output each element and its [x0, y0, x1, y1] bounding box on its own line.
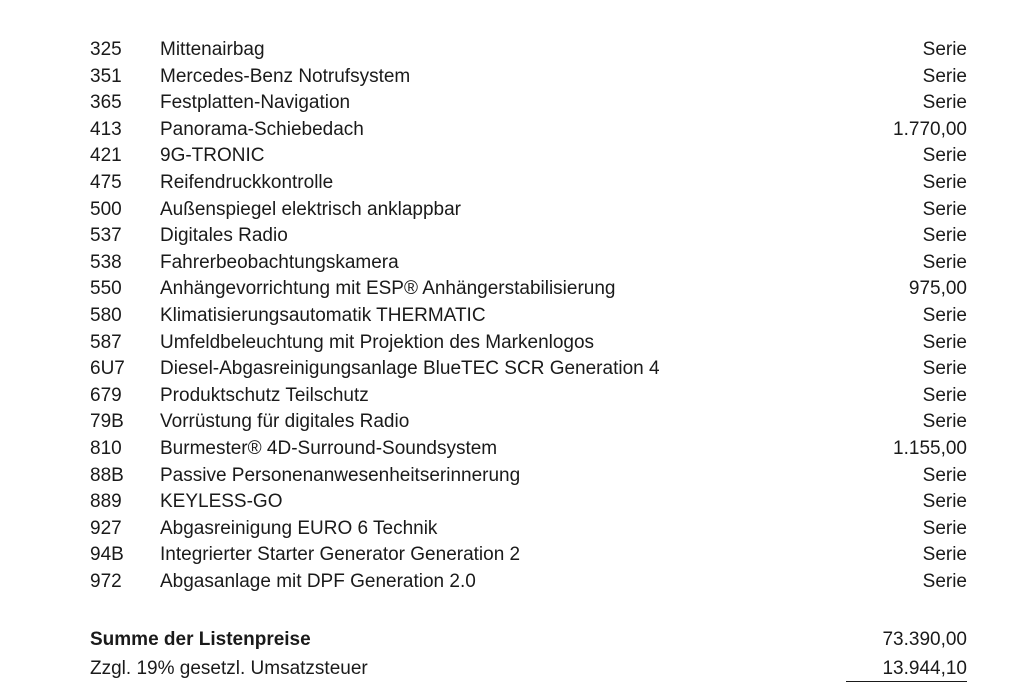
list-item [90, 516, 967, 543]
option-price: Serie [922, 145, 967, 167]
option-price: Serie [922, 92, 967, 114]
total-label: Summe der Listenpreise [90, 629, 311, 650]
option-description: Außenspiegel elektrisch anklappbar [160, 198, 462, 220]
option-description: Passive Personenanwesenheitserinnerung [160, 464, 521, 486]
option-price: Serie [922, 491, 967, 513]
option-price: Serie [922, 225, 967, 247]
option-code: 679 [90, 384, 122, 406]
option-price: Serie [922, 384, 967, 406]
option-description: Vorrüstung für digitales Radio [160, 411, 410, 433]
list-item [90, 64, 967, 91]
option-price: Serie [922, 331, 967, 353]
list-item [90, 170, 967, 197]
list-item [90, 197, 967, 224]
option-description: Reifendruckkontrolle [160, 171, 334, 193]
option-description: Burmester® 4D-Surround-Soundsystem [160, 437, 498, 459]
option-price: Serie [922, 251, 967, 273]
option-code: 927 [90, 517, 122, 539]
option-code: 580 [90, 304, 122, 326]
option-price: 975,00 [908, 278, 967, 300]
option-description: Klimatisierungsautomatik THERMATIC [160, 304, 486, 326]
option-description: Abgasreinigung EURO 6 Technik [160, 517, 438, 539]
option-description: Festplatten-Navigation [160, 92, 351, 114]
option-price: Serie [922, 39, 967, 60]
option-price: 1.770,00 [893, 118, 967, 140]
option-description: Mittenairbag [160, 39, 265, 60]
list-item [90, 303, 967, 330]
option-price: Serie [922, 171, 967, 193]
option-description: Fahrerbeobachtungskamera [160, 251, 399, 273]
option-description: KEYLESS-GO [160, 491, 283, 513]
list-item [90, 90, 967, 117]
option-code: 550 [90, 278, 122, 300]
option-description: Mercedes-Benz Notrufsystem [160, 65, 411, 87]
list-item [90, 383, 967, 410]
option-code: 810 [90, 437, 122, 459]
option-description: Abgasanlage mit DPF Generation 2.0 [160, 570, 476, 592]
option-code: 79B [90, 411, 124, 433]
option-description: 9G-TRONIC [160, 145, 265, 167]
option-description: Diesel-Abgasreinigungsanlage BlueTEC SCR Generation 4 [160, 358, 660, 380]
option-price: Serie [922, 304, 967, 326]
total-value: 73.390,00 [882, 629, 967, 650]
price-summary [90, 625, 967, 683]
total-row [90, 625, 967, 654]
option-price: Serie [922, 65, 967, 87]
option-description: Anhängevorrichtung mit ESP® Anhängerstabilisierung [160, 278, 616, 300]
option-price: Serie [922, 544, 967, 566]
option-description: Integrierter Starter Generator Generation 2 [160, 544, 521, 566]
option-price: Serie [922, 198, 967, 220]
option-price: Serie [922, 411, 967, 433]
option-code: 94B [90, 544, 124, 566]
list-item [90, 143, 967, 170]
option-price: Serie [922, 358, 967, 380]
option-description: Digitales Radio [160, 225, 288, 247]
tax-row [90, 654, 967, 683]
option-code: 421 [90, 145, 122, 167]
list-item [90, 356, 967, 383]
option-code: 537 [90, 225, 122, 247]
option-price: Serie [922, 464, 967, 486]
option-price: 1.155,00 [893, 437, 967, 459]
list-item [90, 542, 967, 569]
list-item [90, 37, 967, 64]
option-code: 88B [90, 464, 124, 486]
list-item [90, 409, 967, 436]
list-item [90, 117, 967, 144]
list-item [90, 436, 967, 463]
option-description: Panorama-Schiebedach [160, 118, 364, 140]
option-price: Serie [922, 517, 967, 539]
option-description: Umfeldbeleuchtung mit Projektion des Markenlogos [160, 331, 595, 353]
list-item [90, 489, 967, 516]
option-code: 325 [90, 39, 122, 60]
option-code: 972 [90, 570, 122, 592]
list-item [90, 330, 967, 357]
tax-label: Zzgl. 19% gesetzl. Umsatzsteuer [90, 658, 368, 679]
option-code: 889 [90, 491, 122, 513]
list-item [90, 223, 967, 250]
option-code: 6U7 [90, 358, 125, 380]
option-code: 500 [90, 198, 122, 220]
list-item [90, 276, 967, 303]
option-code: 587 [90, 331, 122, 353]
list-item [90, 463, 967, 490]
option-code: 538 [90, 251, 122, 273]
tax-value-wrapper [846, 654, 967, 683]
option-code: 351 [90, 65, 122, 87]
option-description: Produktschutz Teilschutz [160, 384, 369, 406]
equipment-list [90, 37, 967, 595]
option-code: 365 [90, 92, 122, 114]
option-code: 413 [90, 118, 122, 140]
list-item [90, 250, 967, 277]
list-item [90, 569, 967, 596]
option-code: 475 [90, 171, 122, 193]
option-price: Serie [922, 570, 967, 592]
tax-value: 13.944,10 [846, 657, 967, 682]
